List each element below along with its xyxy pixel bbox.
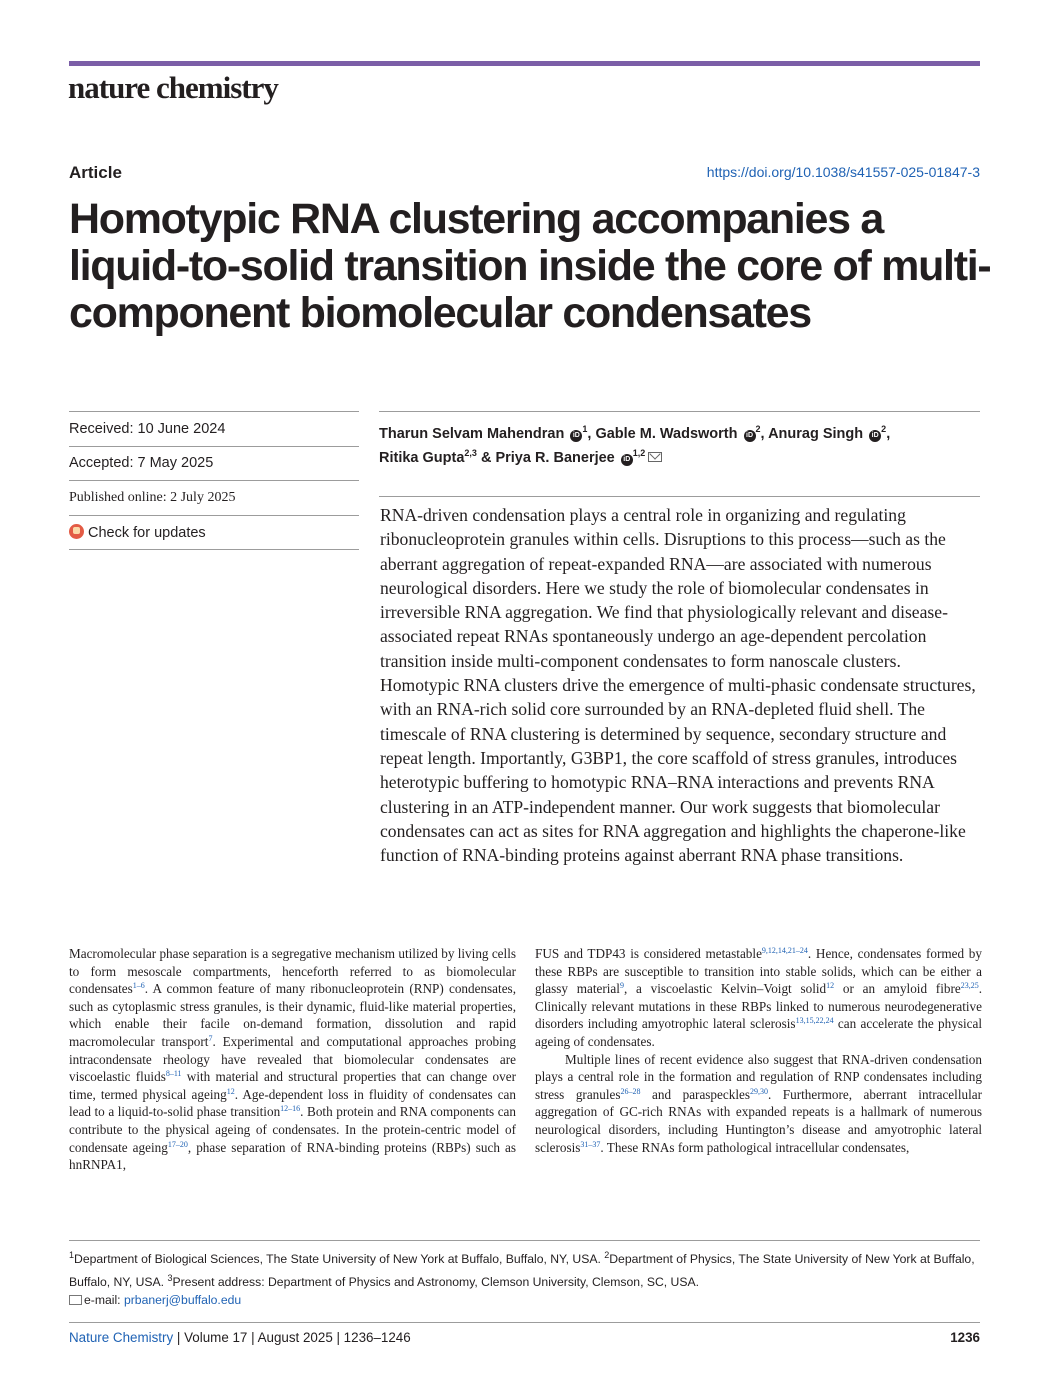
body-text: . Clinically relevant mutations in these RBPs linked to numerous neurodegenerative disorders including amyotrophic lateral sclerosis xyxy=(535,981,983,1032)
body-text: with material and structural properties that can change over time, termed physical ageing xyxy=(69,1069,516,1102)
divider xyxy=(69,411,359,412)
journal-top-rule xyxy=(69,61,980,66)
body-text: Macromolecular phase separation is a segregative mechanism utilized by living cells to form mesoscale compartments, henceforth referred to as biomolecular condensates xyxy=(69,946,516,997)
footer-volume-info: | Volume 17 | August 2025 | 1236–1246 xyxy=(173,1330,411,1345)
author-separator: , xyxy=(587,425,596,442)
abstract: RNA-driven condensation plays a central role in organizing and regulating ribonucleoprotein granules within cells. Disruptions to this process—such as the aberrant aggregation of repeat-expanded RNA—are associated with numerous neurological disorders. Here we study the role of biomolecular condensates in irreversible RNA aggregation. We find that physiologically relevant and disease-associated repeat RNAs spontaneously undergo an age-dependent percolation transition inside multi-component condensates to form nanoscale clusters. Homotypic RNA clusters drive the emergence of multi-phasic condensate structures, with an RNA-rich solid core surrounded by an RNA-depleted fluid shell. The timescale of RNA clustering is determined by sequence, secondary structure and repeat length. Importantly, G3BP1, the core scaffold of stress granules, introduces heterotypic buffering to homotypic RNA–RNA interactions and prevents RNA clustering in an ATP-independent manner. Our work suggests that biomolecular condensates can act as sites for RNA aggregation and highlights the chaperone-like function of RNA-binding proteins against aberrant RNA phase transitions. xyxy=(380,505,976,866)
affiliation-number: 2 xyxy=(604,1250,610,1260)
citation-link[interactable]: 17–20 xyxy=(167,1139,188,1149)
footer-citation xyxy=(69,1330,411,1345)
journal-name: nature chemistry xyxy=(68,70,278,105)
body-column-left xyxy=(69,945,516,1174)
author-affiliation: 2 xyxy=(881,424,887,434)
body-paragraph xyxy=(69,945,516,1174)
footer-journal-link[interactable]: Nature Chemistry xyxy=(69,1330,174,1345)
author-separator: , xyxy=(760,425,769,442)
citation-link[interactable]: 23,25 xyxy=(960,981,979,991)
divider xyxy=(69,480,359,481)
body-text: , a viscoelastic Kelvin–Voigt solid xyxy=(623,981,827,997)
citation-link[interactable]: 7 xyxy=(208,1033,213,1043)
body-text: . These RNAs form pathological intracellular condensates, xyxy=(600,1139,910,1155)
citation-link[interactable]: 12 xyxy=(826,981,835,991)
affiliation-text: Department of Biological Sciences, The State University of New York at Buffalo, Buffalo, NY, USA. xyxy=(74,1252,605,1267)
divider xyxy=(69,446,359,447)
body-paragraph xyxy=(535,945,982,1051)
author-name[interactable]: Priya R. Banerjee xyxy=(495,449,615,466)
body-paragraph xyxy=(535,1051,982,1157)
article-type: Article xyxy=(69,163,122,182)
body-text: . A common feature of many ribonucleoprotein (RNP) condensates, such as cytoplasmic stress granules, is their dynamic, fluid-like material properties, which enable their facile on-demand formation, dissolution and rapid macromolecular transport xyxy=(69,981,516,1049)
affiliation-number: 1 xyxy=(69,1250,75,1260)
affiliation-number: 3 xyxy=(167,1272,173,1283)
check-updates-icon xyxy=(69,524,84,539)
body-text: . Both protein and RNA components can contribute to the physical ageing of condensates. In the protein-centric model of condensate ageing xyxy=(69,1104,516,1155)
body-text: . Experimental and computational approaches probing intracondensate rheology have revealed that biomolecular condensates are viscoelastic fluids xyxy=(69,1033,516,1085)
divider xyxy=(69,549,359,550)
body-text: . Age-dependent loss in fluidity of condensates can lead to a liquid-to-solid phase transition xyxy=(69,1086,517,1120)
check-updates-label: Check for updates xyxy=(88,525,206,541)
page-number: 1236 xyxy=(950,1330,980,1345)
published-date: Published online: 2 July 2025 xyxy=(69,490,236,505)
author-affiliation: 2,3 xyxy=(464,448,477,458)
divider xyxy=(379,496,980,497)
citation-link[interactable]: 29,30 xyxy=(749,1086,768,1096)
orcid-icon[interactable]: iD xyxy=(570,430,582,442)
author-affiliation: 1,2 xyxy=(632,448,646,458)
citation-link[interactable]: 31–37 xyxy=(580,1139,601,1149)
author-separator: , xyxy=(886,425,891,442)
email-label: e-mail: xyxy=(84,1293,124,1308)
author-affiliation: 2 xyxy=(755,424,761,434)
body-text: . Furthermore, aberrant intracellular aggregation of GC-rich RNAs with expanded repeats is a hallmark of numerous neurological disorders, including Huntington’s disease and amyotrophic lateral sclerosis xyxy=(535,1086,982,1155)
citation-link[interactable]: 12 xyxy=(226,1086,235,1096)
divider xyxy=(69,1322,980,1323)
body-text: or an amyloid fibre xyxy=(834,981,961,997)
orcid-icon[interactable]: iD xyxy=(744,430,756,442)
divider xyxy=(69,515,359,516)
orcid-icon[interactable]: iD xyxy=(621,454,633,466)
email-link[interactable]: prbanerj@buffalo.edu xyxy=(123,1293,242,1308)
orcid-icon[interactable]: iD xyxy=(869,430,881,442)
body-text: FUS and TDP43 is considered metastable xyxy=(535,946,762,961)
author-separator: & xyxy=(476,449,496,466)
accepted-date: Accepted: 7 May 2025 xyxy=(69,455,214,471)
author-line-2 xyxy=(379,441,979,470)
citation-link[interactable]: 1–6 xyxy=(132,981,145,991)
body-text: Multiple lines of recent evidence also suggest that RNA-driven condensation plays a central role in the formation and regulation of RNP condensates including stress granules xyxy=(535,1051,982,1102)
affiliations-footnote xyxy=(69,1246,980,1310)
body-column-right xyxy=(535,945,982,1156)
doi-link[interactable]: https://doi.org/10.1038/s41557-025-01847-3 xyxy=(706,164,980,180)
check-updates-button[interactable] xyxy=(69,524,206,541)
author-name[interactable]: Gable M. Wadsworth xyxy=(595,425,738,442)
body-text: and paraspeckles xyxy=(640,1086,750,1102)
author-name[interactable]: Tharun Selvam Mahendran xyxy=(379,425,565,442)
citation-link[interactable]: 9 xyxy=(619,981,624,991)
envelope-icon xyxy=(69,1295,82,1305)
received-date: Received: 10 June 2024 xyxy=(69,421,226,437)
divider xyxy=(379,411,980,412)
body-text: can accelerate the physical ageing of condensates. xyxy=(535,1016,982,1049)
body-text: , phase separation of RNA-binding proteins (RBPs) such as hnRNPA1, xyxy=(69,1139,516,1173)
citation-link[interactable]: 12–16 xyxy=(280,1104,301,1114)
envelope-icon[interactable] xyxy=(648,452,662,462)
affiliation-text: Department of Physics, The State University of New York at Buffalo, Buffalo, NY, USA. xyxy=(69,1252,975,1289)
article-title: Homotypic RNA clustering accompanies a liquid-to-solid transition inside the core of multi-component biomolecular condensates xyxy=(69,195,991,337)
citation-link[interactable]: 8–11 xyxy=(165,1069,182,1079)
author-name[interactable]: Ritika Gupta xyxy=(379,449,465,466)
body-text: . Hence, condensates formed by these RBPs are susceptible to transition into stable solids, which can be either a glassy material xyxy=(535,946,982,997)
affiliation-text: Present address: Department of Physics and Astronomy, Clemson University, Clemson, SC, USA. xyxy=(172,1274,700,1289)
divider xyxy=(69,1240,980,1241)
citation-link[interactable]: 26–28 xyxy=(620,1086,641,1096)
author-affiliation: 1 xyxy=(582,424,588,434)
citation-link[interactable]: 13,15,22,24 xyxy=(795,1016,834,1026)
citation-link[interactable]: 9,12,14,21–24 xyxy=(761,946,808,955)
author-name[interactable]: Anurag Singh xyxy=(768,425,864,442)
